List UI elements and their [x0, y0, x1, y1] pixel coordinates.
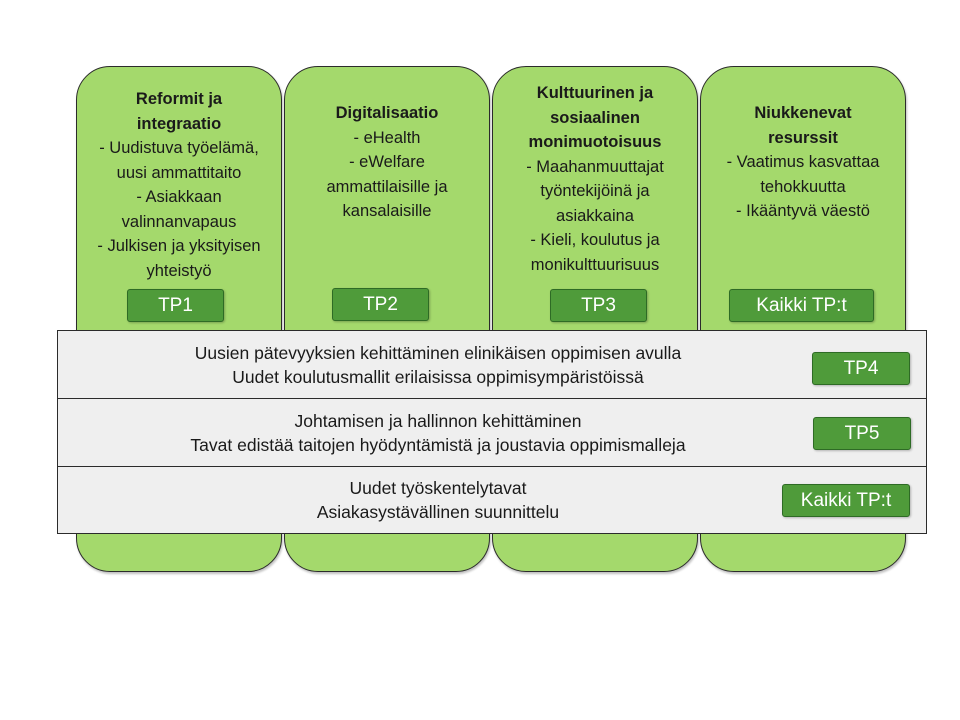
- band-text: [58, 341, 818, 389]
- band-line: Uusien pätevyyksien kehittäminen elinikäisen oppimisen avulla: [194, 343, 682, 363]
- band-patevyydet: [57, 330, 927, 400]
- pillar-line: - Ikääntyvä väestö: [736, 202, 870, 220]
- pillar-line: - Kieli, koulutus ja: [530, 231, 660, 249]
- pillar-text: [499, 81, 691, 277]
- pillar-line: yhteistyö: [146, 261, 212, 280]
- pillar-line: asiakkaina: [556, 206, 634, 225]
- pillar-title: integraatio: [136, 114, 222, 133]
- band-text: [58, 476, 818, 524]
- pillar-line: työntekijöinä ja: [540, 182, 650, 200]
- band-line: Tavat edistää taitojen hyödyntämistä ja joustavia oppimismalleja: [190, 435, 686, 455]
- pillar-line: valinnanvapaus: [121, 212, 237, 231]
- pillar-line: - eWelfare: [349, 153, 425, 171]
- pillar-line: - Uudistuva työelämä,: [99, 139, 259, 157]
- tag-tp1: TP1: [127, 289, 224, 322]
- pillar-title: Kulttuurinen ja: [536, 84, 654, 102]
- pillar-title: Digitalisaatio: [335, 104, 439, 122]
- pillar-title: sosiaalinen: [550, 108, 640, 127]
- pillar-title: monimuotoisuus: [528, 133, 662, 151]
- band-text: [58, 409, 818, 457]
- pillar-title: Reformit ja: [135, 90, 223, 108]
- pillar-line: - Maahanmuuttajat: [526, 157, 664, 176]
- pillar-line: - Vaatimus kasvattaa: [726, 153, 880, 171]
- pillar-text: [291, 101, 483, 224]
- pillar-line: monikulttuurisuus: [530, 255, 660, 274]
- tag-tp4: TP4: [812, 352, 910, 385]
- tag-tp5: TP5: [813, 417, 911, 450]
- band-johtaminen: [57, 398, 927, 468]
- pillar-line: - Julkisen ja yksityisen: [97, 237, 261, 255]
- pillar-title: resurssit: [768, 128, 838, 147]
- tag-kaikki-tp: Kaikki TP:t: [729, 289, 874, 322]
- tag-tp3: TP3: [550, 289, 647, 322]
- pillar-line: kansalaisille: [342, 202, 432, 220]
- band-line: Uudet työskentelytavat: [349, 478, 527, 498]
- pillar-line: - eHealth: [353, 128, 421, 147]
- pillar-title: Niukkenevat: [754, 104, 852, 122]
- pillar-line: uusi ammattitaito: [116, 163, 242, 182]
- pillar-line: - Asiakkaan: [136, 188, 222, 206]
- pillar-text: [83, 87, 275, 283]
- band-line: Johtamisen ja hallinnon kehittäminen: [294, 411, 582, 431]
- pillar-line: ammattilaisille ja: [326, 177, 448, 196]
- pillar-line: tehokkuutta: [760, 177, 846, 196]
- tag-kaikki-tp-band: Kaikki TP:t: [782, 484, 910, 517]
- tag-tp2: TP2: [332, 288, 429, 321]
- band-line: Asiakasystävällinen suunnittelu: [316, 502, 560, 522]
- pillar-text: [707, 101, 899, 224]
- band-line: Uudet koulutusmallit erilaisissa oppimisympäristöissä: [232, 367, 644, 387]
